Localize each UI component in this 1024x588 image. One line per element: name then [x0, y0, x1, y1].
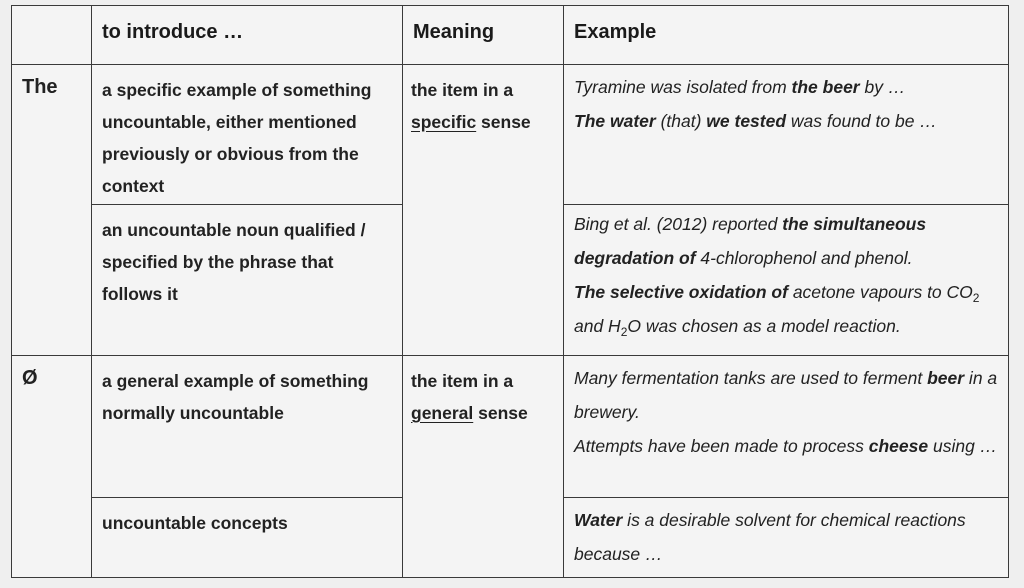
header-introduce-cell	[92, 6, 403, 65]
example-text: was found to be …	[786, 111, 937, 131]
article-label: Ø	[22, 367, 38, 389]
emphasis-text: Water	[574, 510, 623, 530]
example-sentence	[564, 104, 1008, 138]
introduce-cell	[92, 205, 403, 356]
example-text: Attempts have been made to process	[574, 436, 869, 456]
subscript-text: 2	[972, 291, 980, 305]
emphasis-text: we tested	[706, 111, 787, 131]
meaning-keyword: general	[411, 403, 474, 423]
emphasis-text: cheese	[868, 436, 929, 456]
header-article-cell	[12, 6, 92, 65]
header-article-label	[12, 6, 91, 17]
example-text: 4-chlorophenol and phenol.	[695, 248, 913, 268]
emphasis-text: the simultaneous degradation of	[574, 214, 927, 268]
meaning-text	[403, 65, 563, 138]
example-cell	[564, 205, 1009, 356]
introduce-text: a specific example of something uncountable, either mentioned previously or obvious from the context	[102, 80, 372, 196]
article-cell-zero	[12, 356, 92, 578]
example-text: Tyramine was isolated from	[574, 77, 792, 97]
introduce-text: a general example of something normally uncountable	[102, 371, 369, 423]
example-cell	[564, 498, 1009, 578]
emphasis-text: beer	[927, 368, 965, 388]
example-text: O was chosen as a model reaction.	[627, 316, 901, 336]
introduce-text: uncountable concepts	[102, 513, 288, 533]
example-sentence	[564, 205, 1008, 275]
example-text: by …	[859, 77, 906, 97]
meaning-keyword: specific	[411, 112, 477, 132]
introduce-text: an uncountable noun qualified / specified by the phrase that follows it	[102, 220, 366, 304]
table-row	[12, 65, 1009, 205]
header-row	[12, 6, 1009, 65]
header-example-label: Example	[574, 21, 657, 43]
example-text: and H	[574, 316, 621, 336]
example-text: using …	[928, 436, 998, 456]
article-cell-the	[12, 65, 92, 356]
meaning-cell	[403, 356, 564, 578]
introduce-cell	[92, 356, 403, 498]
header-meaning-label: Meaning	[413, 21, 495, 43]
article-label: The	[22, 76, 58, 98]
introduce-cell	[92, 65, 403, 205]
example-cell	[564, 356, 1009, 498]
example-list	[564, 498, 1008, 571]
example-text: is a desirable solvent for chemical reactions because …	[574, 510, 966, 564]
example-sentence	[564, 429, 1008, 463]
meaning-suffix: sense	[473, 403, 528, 423]
example-sentence	[564, 356, 1008, 429]
meaning-cell	[403, 65, 564, 356]
emphasis-text: the beer	[791, 77, 860, 97]
emphasis-text: The water	[574, 111, 656, 131]
meaning-text	[403, 356, 563, 429]
table-row	[12, 356, 1009, 498]
example-text: in a brewery.	[574, 368, 998, 422]
example-sentence	[564, 65, 1008, 104]
example-text: (that)	[655, 111, 707, 131]
example-sentence	[564, 498, 1008, 571]
article-usage-table	[11, 5, 1009, 578]
example-text: acetone vapours to CO	[787, 282, 973, 302]
header-example-cell	[564, 6, 1009, 65]
example-sentence	[564, 275, 1008, 343]
meaning-prefix: the item in a	[411, 371, 514, 391]
meaning-suffix: sense	[476, 112, 531, 132]
example-list	[564, 65, 1008, 138]
header-introduce-label: to introduce …	[102, 21, 244, 43]
meaning-prefix: the item in a	[411, 80, 514, 100]
example-list	[564, 356, 1008, 463]
header-meaning-cell	[403, 6, 564, 65]
example-text: Bing et al. (2012) reported	[574, 214, 783, 234]
subscript-text: 2	[620, 325, 628, 339]
example-list	[564, 205, 1008, 343]
example-text: Many fermentation tanks are used to ferment	[574, 368, 928, 388]
introduce-cell	[92, 498, 403, 578]
emphasis-text: The selective oxidation of	[574, 282, 788, 302]
example-cell	[564, 65, 1009, 205]
